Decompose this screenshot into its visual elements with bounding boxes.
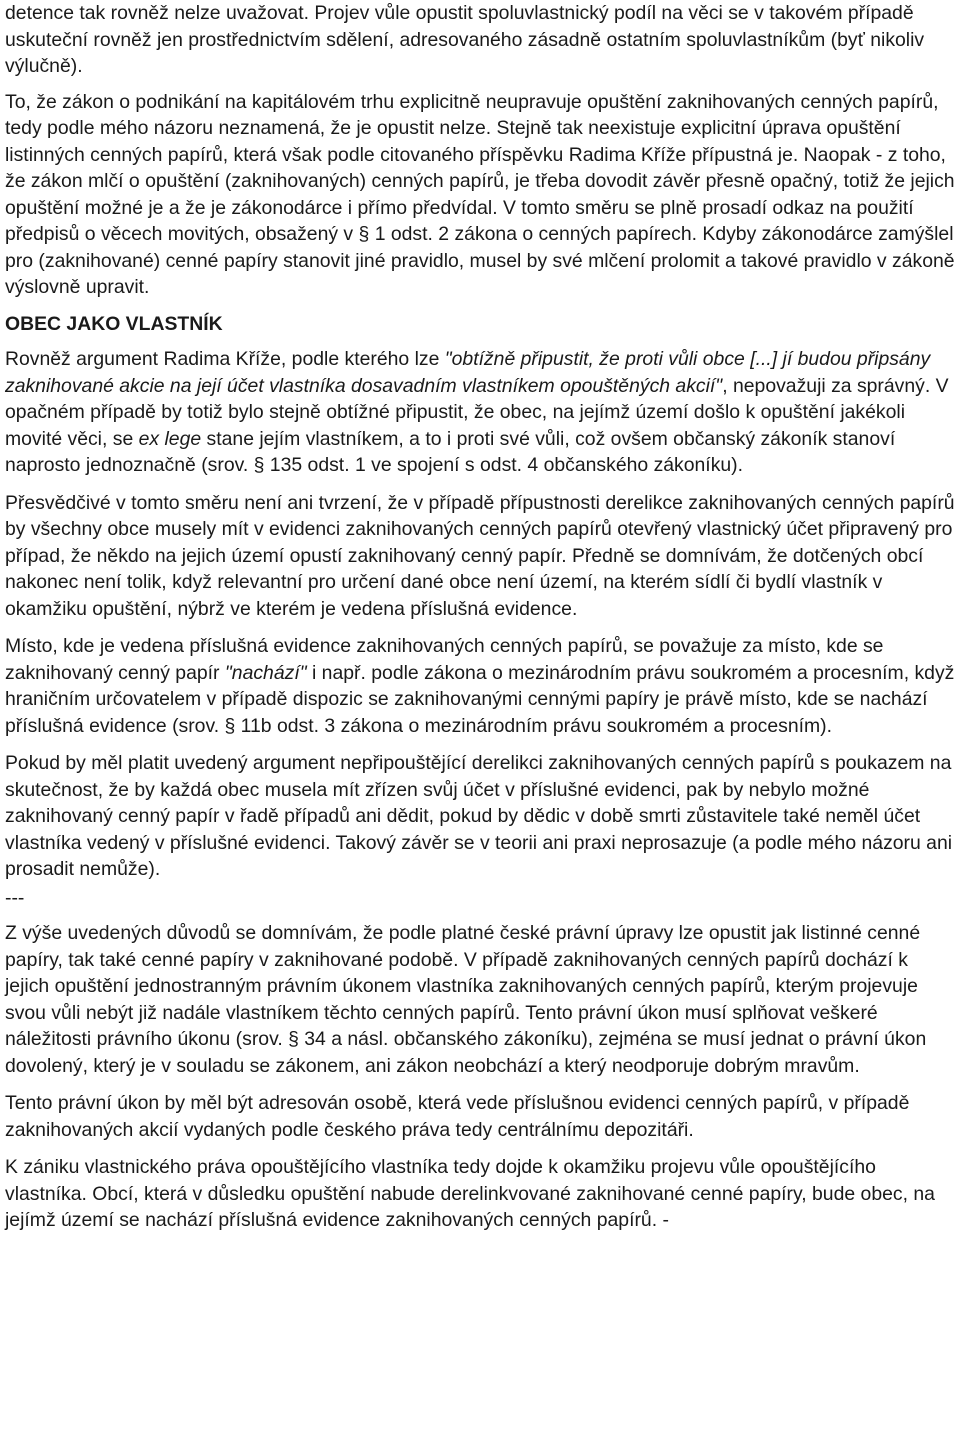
section-heading: OBEC JAKO VLASTNÍK [5, 312, 223, 335]
text-segment: stane jejím vlastníkem, a to i proti své vůli, což ovšem občanský zákoník stanoví naprosto jednoznačně (srov. § 135 odst. 1 ve spojení s odst. 4 občanského zákoníku). [5, 427, 896, 476]
paragraph-addressee: Tento právní úkon by měl být adresován osobě, která vede příslušnou evidenci cenných papírů, v případě zaknihovaných akcií vydaných podle českého práva tedy centrálnímu depozitáři. [5, 1092, 910, 1141]
paragraph-ownership-end: K zániku vlastnického práva opouštějícího vlastníka tedy dojde k okamžiku projevu vůle opouštějícího vlastníka. Obcí, která v důsledku opuštění nabude derelinkvované zaknihované cenné papíry, bude obec, na jejímž území se nachází příslušná evidence zaknihovaných cenných papírů. - [5, 1156, 935, 1231]
text-segment: i např. podle zákona o mezinárodním právu soukromém a procesním, když hraničním určovatelem v případě dispozic se zaknihovanými cennými papíry je právě místo, kde se nachází příslušná evidence (srov. § 11b odst. 3 zákona o mezinárodním právu soukromém a procesním). [5, 661, 955, 737]
paragraph-location-of-evidence [5, 633, 955, 739]
paragraph-intro-continuation: detence tak rovněž nelze uvažovat. Projev vůle opustit spoluvlastnický podíl na věci se v takovém případě uskuteční rovněž jen prostřednictvím sdělení, adresovaného zásadně ostatním spoluvlastníkům (byť nikoliv výlučně). [5, 2, 925, 77]
paragraph-capital-market-law: To, že zákon o podnikání na kapitálovém trhu explicitně neupravuje opuštění zaknihovaných cenných papírů, tedy podle mého názoru neznamená, že je opustit nelze. Stejně tak neexistuje explicitní úprava opuštění listinných cenných papírů, která však podle citovaného příspěvku Radima Kříže přípustná je. Naopak - z toho, že zákon mlčí o opuštění (zaknihovaných) cenných papírů, je třeba dovodit závěr přesně opačný, totiž že jejich opuštění možné je a že je zákonodárce i přímo předvídal. V tomto směru se plně prosadí odkaz na použití předpisů o věcech movitých, obsažený v § 1 odst. 2 zákona o cenných papírech. Kdyby zákonodárce zamýšlel pro (zaknihované) cenné papíry stanovit jiné pravidlo, musel by své mlčení prolomit a takové pravidlo v zákoně výslovně upravit. [5, 90, 955, 298]
quoted-term: "nachází" [224, 661, 307, 684]
text-segment: Místo, kde je vedena příslušná evidence zaknihovaných cenných papírů, se považuje za místo, kde se zaknihovaný cenný papír [5, 635, 884, 684]
separator-line: --- [5, 886, 25, 909]
document-body [5, 0, 955, 1234]
text-segment: , nepovažuji za správný. V opačném případě by totiž bylo stejně obtížné připustit, že obec, na jejímž území došlo k opuštění jakékoli movité věci, se [5, 374, 949, 450]
paragraph-account-claim: Přesvědčivé v tomto směru není ani tvrzení, že v případě přípustnosti derelikce zaknihovaných cenných papírů by všechny obce musely mít v evidenci zaknihovaných cenných papírů otevřený vlastnický účet připravený pro případ, že někdo na jejich území opustí zaknihovaný cenný papír. Předně se domnívám, že dotčených obcí nakonec není tolik, když relevantní pro určení dané obce není území, na kterém sídlí či bydlí vlastník v okamžiku opuštění, nýbrž ve kterém je vedena příslušná evidence. [5, 491, 955, 620]
text-segment: Rovněž argument Radima Kříže, podle kterého lze [5, 348, 445, 370]
paragraph-inheritance-argument: Pokud by měl platit uvedený argument nepřipouštějící derelikci zaknihovaných cenných papírů s poukazem na skutečnost, že by každá obec musela mít zřízen svůj účet v příslušné evidenci, pak by nebylo možné zaknihovaný cenný papír v řadě případů ani dědit, pokud by dědic v době smrti zůstavitele také neměl účet vlastníka vedený v příslušné evidenci. Takový závěr se v teorii ani praxi neprosazuje (a podle mého názoru ani prosadit nemůže). [5, 752, 953, 880]
latin-term: ex lege [138, 427, 202, 450]
quoted-argument: "obtížně připustit, že proti vůli obce [...] jí budou připsány zaknihované akcie na její účet vlastníka dosavadním vlastníkem opouštěných akcií" [5, 348, 931, 397]
paragraph-municipality-argument [5, 346, 955, 479]
paragraph-conclusion: Z výše uvedených důvodů se domnívám, že podle platné české právní úpravy lze opustit jak listinné cenné papíry, tak také cenné papíry v zaknihované podobě. V případě zaknihovaných cenných papírů dochází k jejich opuštění jednostranným právním úkonem vlastníka zaknihovaných cenných papírů, kterým projevuje svou vůli nebýt již nadále vlastníkem těchto cenných papírů. Tento právní úkon musí splňovat veškeré náležitosti právního úkonu (srov. § 34 a násl. občanského zákoníku), zejména se musí jednat o právní úkon dovolený, který je v souladu se zákonem, ani zákon neobchází a který neodporuje dobrým mravům. [5, 922, 927, 1077]
